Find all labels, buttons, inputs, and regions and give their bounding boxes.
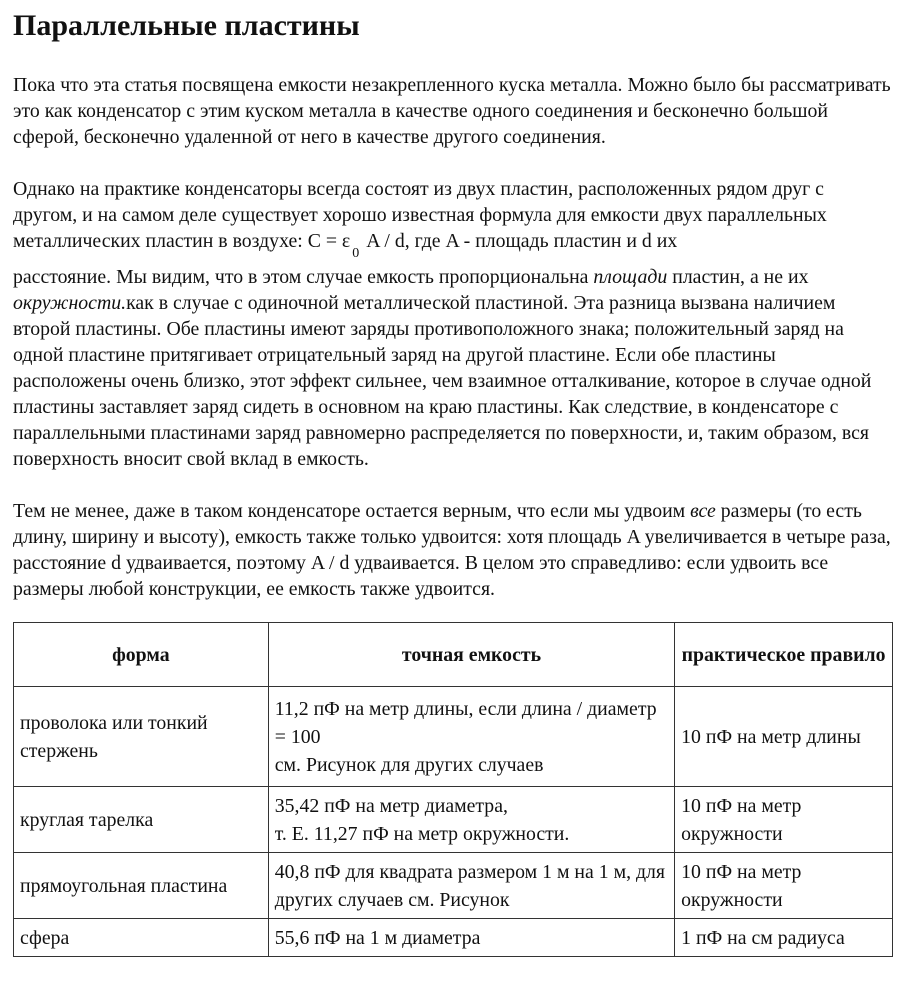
table-row	[14, 787, 893, 853]
emphasis-circumference: окружности.	[13, 292, 127, 314]
cell-rule: 10 пФ на метр окружности	[675, 853, 893, 919]
capacitance-table	[13, 622, 893, 957]
table-row	[14, 853, 893, 919]
cell-shape: проволока или тонкий стержень	[14, 687, 269, 787]
emphasis-all: все	[690, 500, 716, 522]
table-row	[14, 919, 893, 957]
cell-shape: круглая тарелка	[14, 787, 269, 853]
paragraph-practice-text-a: Однако на практике конденсаторы всегда состоят из двух пластин, расположенных рядом друг с другом, и на самом деле существует хорошо известная формула для емкости двух параллельных металлических пластин в воздухе: C = ε	[13, 178, 827, 252]
header-shape: форма	[14, 623, 269, 687]
cell-rule: 1 пФ на см радиуса	[675, 919, 893, 957]
emphasis-area: площади	[593, 266, 668, 288]
cell-shape: сфера	[14, 919, 269, 957]
cell-rule: 10 пФ на метр окружности	[675, 787, 893, 853]
paragraph-intro: Пока что эта статья посвящена емкости незакрепленного куска металла. Можно было бы рассматривать это как конденсатор с этим куском металла в качестве одного соединения и бесконечно большой сферой, бесконечно удаленной от него в качестве другого соединения.	[13, 74, 891, 148]
cell-rule: 10 пФ на метр длины	[675, 687, 893, 787]
paragraph-scaling-text-b: размеры (то есть длину, ширину и высоту), емкость также только удвоится: хотя площадь A увеличивается в четыре раза, расстояние d удваивается, поэтому A / d удваивается. В целом это справедливо: если удвоить все размеры любой конструкции, ее емкость также удвоится.	[13, 500, 891, 600]
table-header-row	[14, 623, 893, 687]
page-title: Параллельные пластины	[13, 9, 360, 42]
epsilon-subscript: 0	[352, 246, 360, 261]
paragraph-practice	[13, 176, 893, 472]
cell-exact: 55,6 пФ на 1 м диаметра	[268, 919, 674, 957]
cell-exact: 40,8 пФ для квадрата размером 1 м на 1 м, для других случаев см. Рисунок	[268, 853, 674, 919]
cell-exact: 35,42 пФ на метр диаметра, т. Е. 11,27 пФ на метр окружности.	[268, 787, 674, 853]
paragraph-scaling-text-a: Тем не менее, даже в таком конденсаторе остается верным, что если мы удвоим	[13, 500, 691, 522]
cell-shape: прямоугольная пластина	[14, 853, 269, 919]
cell-exact: 11,2 пФ на метр длины, если длина / диаметр = 100 см. Рисунок для других случаев	[268, 687, 674, 787]
table-row	[14, 687, 893, 787]
paragraph-scaling	[13, 498, 893, 602]
header-rule: практическое правило	[675, 623, 893, 687]
paragraph-practice-text-d: пластин, а не их	[667, 266, 809, 288]
paragraph-practice-text-b: A / d, где A - площадь пластин и d их	[366, 230, 678, 252]
paragraph-practice-text-e: как в случае с одиночной металлической пластиной. Эта разница вызвана наличием второй пластины. Обе пластины имеют заряды противоположного знака; положительный заряд на одной пластине притягивает отрицательный заряд на другой пластине. Если обе пластины расположены очень близко, этот эффект сильнее, чем взаимное отталкивание, которое в случае одной пластины заставляет заряд сидеть в основном на краю пластины. Как следствие, в конденсаторе с параллельными пластинами заряд равномерно распределяется по поверхности, и, таким образом, вся поверхность вносит свой вклад в емкость.	[13, 292, 872, 470]
header-exact: точная емкость	[268, 623, 674, 687]
paragraph-practice-text-c: расстояние. Мы видим, что в этом случае емкость пропорциональна	[13, 266, 594, 288]
